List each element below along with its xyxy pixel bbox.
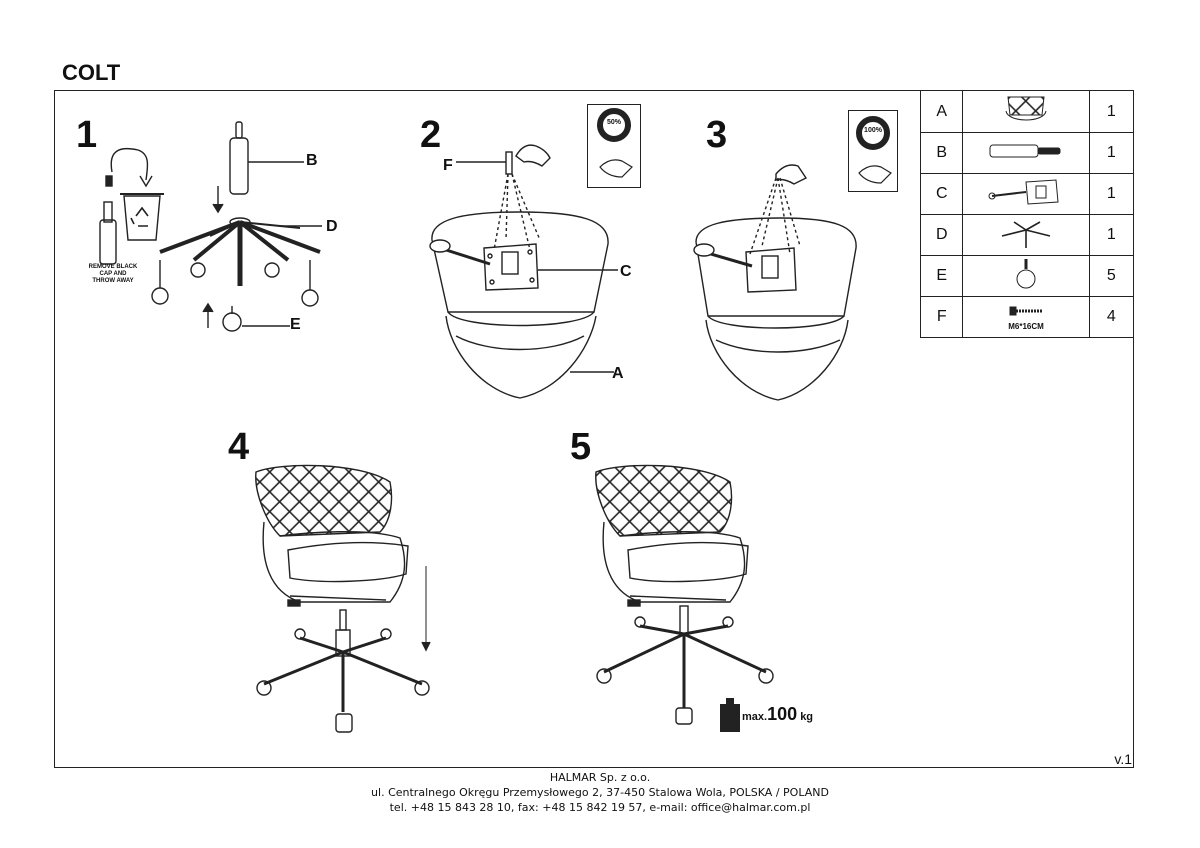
caster-icon xyxy=(1011,257,1041,291)
hand-icon xyxy=(600,160,632,177)
weight-icon xyxy=(720,698,740,732)
hand-screwdriver-icon xyxy=(516,145,550,166)
step-3-mechanism-illustration xyxy=(690,160,870,410)
star-base-icon xyxy=(996,216,1056,250)
remove-cap-note: REMOVE BLACK CAP AND THROW AWAY xyxy=(88,264,138,284)
part-row-e: E 5 xyxy=(921,256,1134,297)
max-load-label: max.100 kg xyxy=(742,704,814,724)
step-2-label-c: C xyxy=(620,263,632,280)
part-row-d: D 1 xyxy=(921,215,1134,256)
step-1-label-b: B xyxy=(306,152,318,169)
screw-icon xyxy=(1006,305,1046,317)
step-5-chair-illustration xyxy=(590,462,780,742)
seat-icon xyxy=(996,91,1056,127)
step-3-number: 3 xyxy=(706,114,728,156)
document-title: COLT xyxy=(62,60,121,85)
step-2-number: 2 xyxy=(420,114,442,156)
black-cap-icon xyxy=(106,176,112,186)
version-label: v.1 xyxy=(1114,751,1132,767)
mechanism-icon xyxy=(986,176,1066,208)
gas-lift-icon xyxy=(986,141,1066,161)
rotate-percent-label: 50% xyxy=(606,119,621,126)
hand-icon xyxy=(859,166,891,183)
step-5-number: 5 xyxy=(570,426,592,468)
footer-company: HALMAR Sp. z o.o. xyxy=(549,771,651,784)
step-2-tightening-badge xyxy=(587,104,641,188)
footer xyxy=(0,770,1200,815)
hand-screwdriver-icon xyxy=(776,165,806,184)
step-3-tightening-badge xyxy=(848,110,898,192)
step-4-number: 4 xyxy=(228,426,250,468)
part-row-c: C 1 xyxy=(921,174,1134,215)
step-1-number: 1 xyxy=(76,114,98,156)
step-2-label-f: F xyxy=(443,157,453,174)
step-2-label-a: A xyxy=(612,365,624,382)
step-4-chair-illustration xyxy=(240,462,440,742)
part-row-b: B 1 xyxy=(921,133,1134,174)
recycle-bin-icon xyxy=(120,194,164,240)
footer-contact: tel. +48 15 843 28 10, fax: +48 15 842 19 57, e-mail: office@halmar.com.pl xyxy=(389,801,811,814)
parts-list-table xyxy=(920,90,1134,338)
rotate-percent-label: 100% xyxy=(864,127,882,134)
part-row-f: F M6*16CM 4 xyxy=(921,297,1134,338)
footer-address: ul. Centralnego Okręgu Przemysłowego 2, 37-450 Stalowa Wola, POLSKA / POLAND xyxy=(371,786,829,799)
part-row-a: A 1 xyxy=(921,91,1134,133)
step-1-base-assembly-illustration xyxy=(90,110,350,350)
step-1-label-d: D xyxy=(326,218,338,235)
curved-arrow-icon xyxy=(111,149,147,180)
step-1-label-e: E xyxy=(290,316,301,333)
screw-size-label: M6*16CM xyxy=(1008,321,1044,331)
